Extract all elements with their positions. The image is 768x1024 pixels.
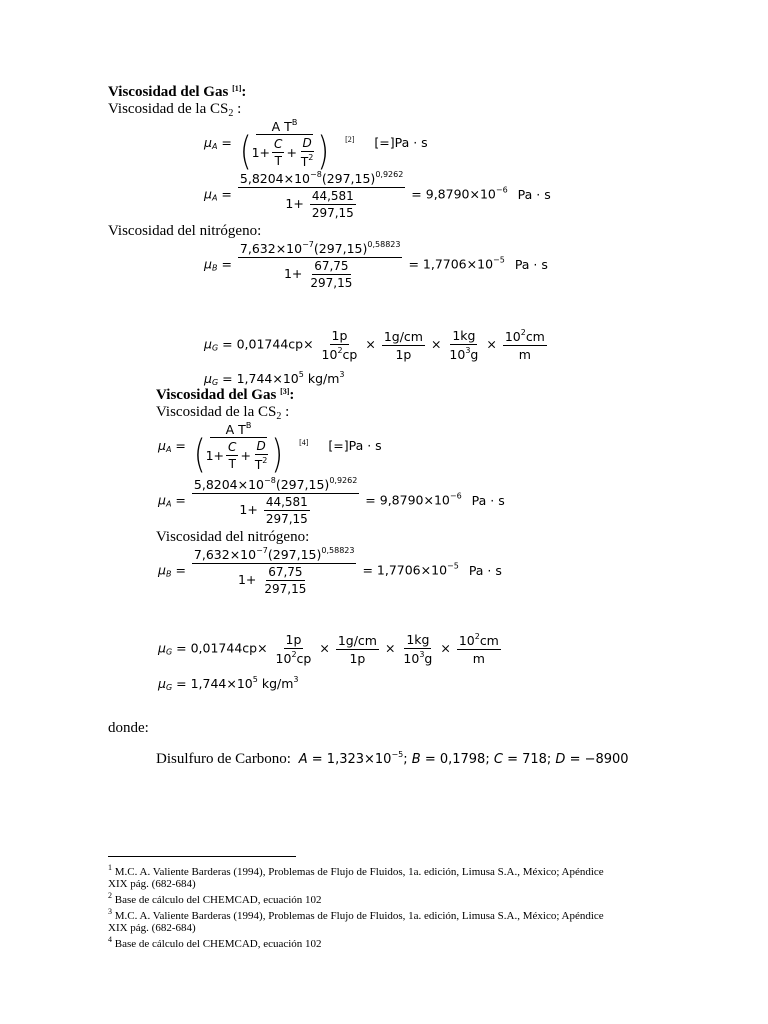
block1-heading: Viscosidad del Gas [1]: (108, 84, 247, 100)
muB-den-den: 297,15 (264, 582, 307, 596)
mu-sub: G (211, 343, 219, 353)
muB-den-num: 67,75 (314, 259, 349, 273)
footnote-separator (108, 856, 296, 857)
separator: ; (403, 752, 412, 767)
general-denominator: ( 1+ $\frac{C}{T}$ + $\frac{D}{T^2}$ ) (193, 432, 284, 478)
muG-result: = 1,744×10 (176, 676, 253, 691)
block2-muG-result (158, 675, 299, 692)
muG-f3-den-unit: g (470, 347, 479, 362)
mu-symbol: μ (158, 640, 166, 656)
muA-den-den: 297,15 (311, 206, 354, 220)
times-sign: × (486, 336, 497, 352)
mu-sub: G (211, 378, 219, 387)
muB-den-num: 67,75 (268, 565, 303, 579)
muG-f3-num: 1kg (406, 632, 430, 647)
muG-prefix: = 0,01744cp× (176, 640, 268, 656)
muA-result: = 9,8790×10 (411, 186, 496, 202)
muB-result-unit: Pa · s (514, 256, 548, 272)
mu-sub: G (165, 683, 173, 692)
mu-symbol: μ (204, 256, 212, 272)
footnote-4 (108, 934, 604, 950)
muG-f2-num: 1g/cm (337, 632, 377, 648)
footnote-3-text: M.C. A. Valiente Barderas (1994), Problemas de Flujo de Fluidos, 1a. edición, Limusa S.A., México; Apéndice (112, 910, 604, 922)
block2-muG-equation (158, 632, 503, 666)
muA-fraction (192, 476, 359, 526)
general-den-T: T (274, 154, 282, 168)
muA-result-exp: −6 (495, 185, 508, 195)
general-den-T2-exp: 2 (262, 456, 268, 465)
footnote-1-num: 1 (108, 863, 112, 872)
muG-f1-den-unit: cp (342, 347, 358, 362)
footnote-2-text: Base de cálculo del CHEMCAD, ecuación 102 (112, 894, 322, 906)
mu-sub: A (165, 499, 172, 509)
muA-den-den: 297,15 (265, 512, 308, 526)
general-fraction (192, 421, 285, 478)
general-den-T2-exp: 2 (308, 153, 314, 162)
muA-result: = 9,8790×10 (365, 492, 450, 508)
general-den-one: 1+ (251, 145, 271, 160)
muB-numerator: 7,632×10 (193, 547, 257, 562)
muA-numerator-temp-exp: 0,9262 (375, 170, 404, 179)
times-sign: × (319, 640, 330, 656)
block2-cs2-colon: : (281, 404, 290, 420)
block2-muB-equation (158, 546, 502, 596)
muG-f3-den: 10 (403, 651, 420, 666)
block2-cs2-label-text: Viscosidad de la CS (156, 404, 277, 420)
footnotes (108, 862, 604, 950)
mu-sub: B (211, 263, 218, 273)
general-den-C: C (228, 440, 237, 454)
general-den-T2: T (300, 155, 309, 169)
muA-numerator-temp: (297,15) (275, 477, 330, 492)
muG-f2-den: 1p (395, 346, 412, 362)
footnote-2-num: 2 (108, 891, 112, 900)
muA-result-unit: Pa · s (471, 492, 505, 508)
muB-result-unit: Pa · s (468, 562, 502, 578)
param-C: C (493, 752, 503, 767)
muB-result-exp: −5 (493, 255, 505, 265)
mu-symbol: μ (204, 135, 212, 150)
equals-sign: = (221, 256, 232, 272)
muB-numerator: 7,632×10 (239, 241, 303, 256)
block2-muA-equation (158, 476, 505, 526)
muG-f4-num-exp: 2 (520, 328, 526, 337)
muG-f3-den-unit: g (424, 651, 433, 666)
muB-numerator-temp: (297,15) (267, 547, 322, 562)
param-B: B (411, 752, 421, 767)
muG-result-exp: 5 (298, 370, 304, 379)
block1-muB-equation (204, 240, 548, 290)
general-den-D: D (256, 439, 266, 453)
muG-f4-num: 10 (458, 633, 475, 648)
equals-sign: = (221, 135, 232, 150)
block2-heading-text: Viscosidad del Gas (156, 387, 277, 403)
mu-symbol: μ (204, 371, 212, 386)
muG-f1-den-unit: cp (296, 651, 312, 666)
general-numerator-exp: B (245, 421, 252, 430)
general-numerator: A T (225, 422, 246, 437)
param-B-value: = 0,1798; (420, 752, 494, 767)
block2-heading-ref[interactable]: [3] (280, 387, 290, 396)
muA-numerator-exp: −8 (310, 170, 322, 179)
muG-f3-den-exp: 3 (419, 650, 425, 659)
mu-symbol: μ (158, 676, 166, 691)
general-den-T2: T (254, 458, 263, 472)
muG-result-exp: 5 (252, 675, 258, 684)
muG-f1-num: 1p (331, 328, 348, 343)
muG-result: = 1,744×10 (222, 371, 299, 386)
muG-f1-den-exp: 2 (291, 650, 297, 659)
times-sign: × (365, 336, 376, 352)
muB-numerator-temp: (297,15) (313, 241, 368, 256)
param-C-value: = 718; (502, 752, 556, 767)
muG-f4-num-exp: 2 (474, 632, 480, 641)
muA-numerator-temp-exp: 0,9262 (329, 476, 358, 485)
mu-sub: B (165, 569, 172, 579)
muB-den-one: 1+ (237, 572, 257, 587)
param-A-value: = 1,323×10 (307, 752, 392, 767)
muA-numerator: 5,8204×10 (239, 171, 311, 186)
footnote-3-num: 3 (108, 907, 112, 916)
muG-f2-num: 1g/cm (383, 328, 423, 344)
muA-den-num: 44,581 (265, 495, 308, 509)
mu-symbol: μ (158, 562, 166, 578)
disulfuro-label: Disulfuro de Carbono: (156, 751, 291, 767)
muG-unit: kg/m (257, 676, 294, 691)
muA-den-num: 44,581 (311, 189, 354, 203)
muA-den-one: 1+ (285, 196, 304, 211)
muG-f3-den-exp: 3 (465, 346, 471, 355)
equals-sign: = (175, 438, 186, 453)
block2-eq-ref[interactable]: [4] (299, 438, 309, 447)
muG-f3-den: 10 (449, 347, 466, 362)
general-denominator: ( 1+ $\frac{C}{T}$ + $\frac{D}{T^2}$ ) (239, 129, 330, 175)
block2-cs2-sub: 2 (276, 411, 282, 422)
muA-fraction (238, 170, 405, 220)
muG-unit-exp: 3 (339, 370, 345, 379)
muA-result-exp: −6 (449, 491, 462, 501)
footnote-1-cont: XIX pág. (682-684) (108, 878, 196, 890)
footnote-1 (108, 862, 604, 878)
block1-eq-ref[interactable]: [2] (345, 135, 355, 144)
general-units: [=]Pa · s (328, 438, 382, 453)
muG-f4-num-unit: cm (525, 329, 545, 344)
muG-f4-den: m (518, 347, 531, 362)
block1-heading-ref[interactable]: [1] (232, 84, 242, 93)
general-den-one: 1+ (205, 448, 225, 463)
donde-label: donde: (108, 720, 149, 736)
muB-den-den: 297,15 (310, 276, 353, 290)
muG-f3-num: 1kg (452, 328, 476, 343)
footnote-4-num: 4 (108, 935, 112, 944)
muA-result-unit: Pa · s (517, 186, 551, 202)
times-sign: × (440, 640, 451, 656)
muG-prefix: = 0,01744cp× (222, 336, 314, 352)
muG-f4-num: 10 (504, 329, 521, 344)
block1-muG-equation (204, 328, 549, 362)
muB-den-one: 1+ (283, 266, 303, 281)
param-D: D (555, 752, 566, 767)
mu-sub: A (211, 193, 218, 203)
mu-sub: A (165, 445, 172, 454)
block1-n2-label: Viscosidad del nitrógeno: (108, 223, 262, 239)
general-units: [=]Pa · s (374, 135, 428, 150)
muB-result: = 1,7706×10 (408, 256, 494, 272)
muB-numerator-temp-exp: 0,58823 (321, 546, 355, 555)
footnote-4-text: Base de cálculo del CHEMCAD, ecuación 102 (112, 938, 322, 950)
block1-cs2-sub: 2 (228, 108, 234, 119)
disulfuro-line (156, 750, 629, 768)
muB-fraction (238, 240, 403, 290)
block2-general-equation (158, 421, 382, 478)
equals-sign: = (221, 186, 232, 202)
times-sign: × (430, 336, 442, 352)
footnote-3 (108, 906, 604, 922)
footnote-1-text: M.C. A. Valiente Barderas (1994), Problemas de Flujo de Fluidos, 1a. edición, Limusa S.A., México; Apéndice (112, 866, 604, 878)
block1-cs2-label-text: Viscosidad de la CS (108, 101, 229, 117)
general-den-T: T (228, 457, 236, 471)
block1-cs2-colon: : (233, 101, 242, 117)
muG-f4-num-unit: cm (479, 633, 499, 648)
mu-symbol: μ (158, 492, 166, 508)
mu-sub: G (165, 647, 173, 657)
muG-unit: kg/m (303, 371, 340, 386)
mu-symbol: μ (204, 186, 212, 202)
general-den-D: D (302, 136, 312, 150)
muG-f1-num: 1p (285, 632, 302, 647)
param-D-value: = −8900 (565, 752, 629, 767)
times-sign: × (384, 640, 396, 656)
muA-numerator-exp: −8 (264, 476, 276, 485)
muA-numerator-temp: (297,15) (321, 171, 376, 186)
general-fraction (238, 118, 331, 175)
mu-sub: A (211, 142, 218, 151)
muB-result-exp: −5 (447, 561, 459, 571)
equals-sign: = (175, 492, 186, 508)
block2-heading: Viscosidad del Gas [3]: (156, 387, 295, 403)
muB-numerator-exp: −7 (256, 546, 268, 555)
block1-muA-equation (204, 170, 551, 220)
general-numerator-exp: B (291, 118, 298, 127)
muG-f2-den: 1p (349, 650, 366, 666)
general-numerator: A T (271, 119, 292, 134)
block1-muG-result (204, 370, 345, 387)
muG-f1-den: 10 (275, 651, 292, 666)
param-A: A (298, 752, 308, 767)
general-den-C: C (274, 137, 283, 151)
block2-n2-label: Viscosidad del nitrógeno: (156, 529, 310, 545)
muG-unit-exp: 3 (293, 675, 299, 684)
muG-f1-den-exp: 2 (337, 346, 343, 355)
block1-cs2-label (108, 101, 241, 119)
block2-cs2-label (156, 404, 289, 422)
mu-symbol: μ (158, 438, 166, 453)
footnote-2 (108, 890, 604, 906)
muB-numerator-exp: −7 (302, 240, 314, 249)
equals-sign: = (175, 562, 186, 578)
block1-heading-text: Viscosidad del Gas (108, 84, 229, 100)
muG-f4-den: m (472, 651, 485, 666)
muB-fraction (192, 546, 357, 596)
muB-numerator-temp-exp: 0,58823 (367, 240, 401, 249)
footnote-3-cont: XIX pág. (682-684) (108, 922, 196, 934)
mu-symbol: μ (204, 336, 212, 352)
muB-result: = 1,7706×10 (362, 562, 448, 578)
muG-f1-den: 10 (321, 347, 338, 362)
muA-den-one: 1+ (239, 502, 258, 517)
param-A-exp: −5 (391, 750, 404, 759)
muA-numerator: 5,8204×10 (193, 477, 265, 492)
